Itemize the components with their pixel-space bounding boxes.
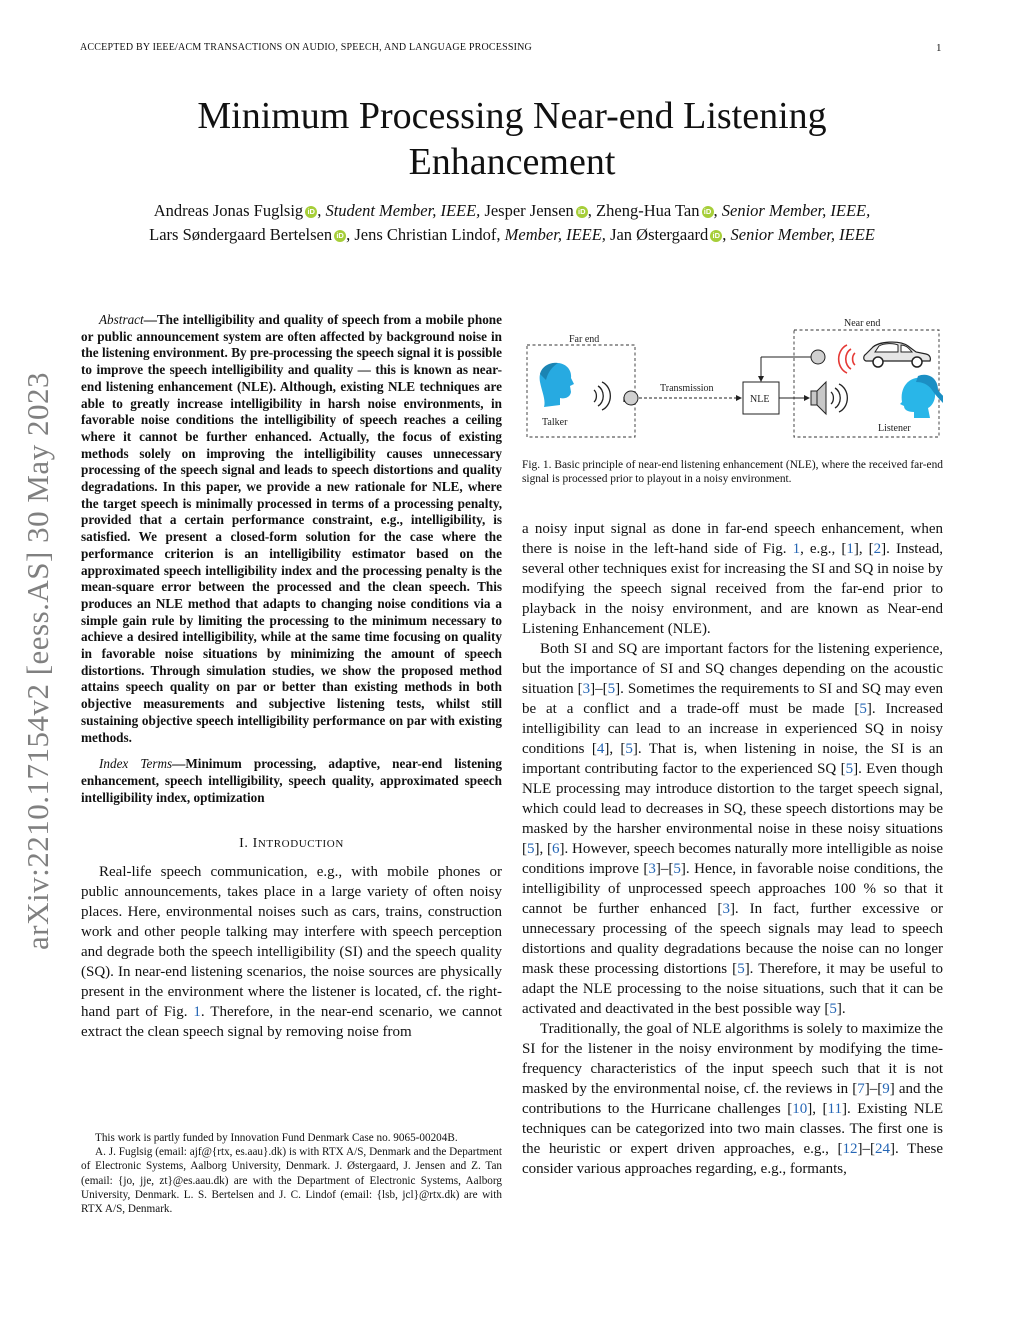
text-run: Real-life speech communication, e.g., with mobile phones or public announcements, takes place in a large variety of often noisy places. Here, environmental noises such as cars, trains, construction work and other people talking may interfere with speech perception and degrade both the speech intelligibility (SI) and the speech quality (SQ). In near-end listening scenarios, the noise sources are physically present in the environment where the listener is located, cf. the right-hand part of Fig. (81, 864, 502, 1021)
citation-link[interactable]: 5 (859, 700, 867, 717)
text-run: ]–[ (590, 680, 608, 697)
text-run: ]–[ (864, 1080, 883, 1097)
car-icon (864, 342, 931, 367)
citation-link[interactable]: 5 (829, 1000, 837, 1017)
arxiv-identifier[interactable]: arXiv:2210.17154v2 [eess.AS] 30 May 2023 (20, 372, 55, 950)
noise-waves-icon (839, 345, 855, 373)
author-name: Lars Søndergaard Bertelsen (149, 225, 333, 244)
talker-sound-waves (594, 382, 610, 410)
text-run: . Therefore, in the near-end scenario, we cannot extract the clean speech signal by removing noise from (81, 1004, 503, 1041)
talker-label: Talker (542, 417, 568, 428)
footnote-affiliations: A. J. Fuglsig (email: ajf@{rtx, es.aau}.dk) is with RTX A/S, Denmark and the Department of Electronic Systems, Aalborg University, Denmark. J. Østergaard, J. Jensen and Z. Tan (email: {jo, jje, zt}@es.aau.dk) are with the Department of Electronic Systems, Aalborg University, Denmark. L. S. Bertelsen and J. C. Lindof (email: {lsb, jcl}@rtx.dk) are with RTX A/S, Denmark. (81, 1146, 502, 1216)
section-numeral: I. I (239, 836, 258, 852)
author-name: Andreas Jonas Fuglsig (153, 201, 304, 220)
near-end-microphone-icon (758, 350, 825, 382)
near-end-label: Near end (844, 318, 881, 329)
author-membership: Senior Member, IEEE, (721, 201, 871, 220)
index-terms (81, 756, 502, 806)
nle-diagram (522, 312, 943, 444)
author-name: Jens Christian Lindof, (354, 225, 501, 244)
text-run: so that it cannot be further enhanced [ (522, 880, 943, 917)
text-run: ]. However, speech becomes naturally more intelligible as noise conditions improve [ (522, 840, 943, 877)
citation-link[interactable]: 11 (827, 1100, 842, 1117)
author-name: Jesper Jensen (484, 201, 574, 220)
orcid-icon[interactable]: iD (334, 230, 346, 242)
left-column (81, 312, 502, 1042)
text-run: ], [ (534, 840, 552, 857)
text-run: ]. Instead, several other techniques exist for increasing the SI and SQ in noise by modifying the speech signal received from the far-end prior to playback in the noisy environment, and are known as Near-end Listening Enhancement (NLE). (522, 540, 944, 637)
abstract (81, 312, 502, 746)
transmission-label: Transmission (660, 383, 714, 394)
text-run: ]–[ (655, 860, 674, 877)
index-terms-label: Index Terms (99, 756, 173, 772)
far-end-microphone-icon (624, 391, 638, 405)
author-line-1: Andreas Jonas Fuglsig iD , Student Member, IEEE, Jesper Jensen iD , Zheng-Hua Tan iD , Senior Member, IEEE, (153, 201, 871, 220)
running-head: ACCEPTED BY IEEE/ACM TRANSACTIONS ON AUDIO, SPEECH, AND LANGUAGE PROCESSING (80, 42, 532, 53)
citation-link[interactable]: 24 (875, 1140, 891, 1157)
text-run: Traditionally, the goal of NLE algorithms is solely to maximize the SI for the listener in the noisy environment by modifying the time-frequency characteristics of the input speech such that it is not masked by the environmental noise, cf. the reviews in [ (522, 1020, 943, 1097)
abstract-text: —The intelligibility and quality of speech from a mobile phone or public announcement system are often affected by background noise in the listening environment. By pre-processing the speech signal it is possible to improve the speech intelligibility and quality — this is known as near-end listening enhancement (NLE). Although, existing NLE techniques are able to greatly increase intelligibility in harsh noise environments, in favorable noise conditions the intelligibility of speech reaches a ceiling where it cannot be further enhanced. Actually, the focus of existing methods solely on improving the intelligibility causes unnecessary processing of the speech signal and leads to speech distortions and quality degradations. In this paper, we provide a new rationale for NLE, where the target speech is minimally processed in terms of a processing penalty, provided that a certain performance constraint, e.g., intelligibility, is satisfied. We present a closed-form solution for the case where the performance criterion is an intelligibility estimator based on the approximated speech intelligibility index and the processing penalty is the mean-square error between the processed and the clean speech. This produces an NLE method that adapts to changing noise conditions via a simple gain rule by limiting the processing to the minimum necessary to achieve a desired intelligibility, while at the same time focusing on quality in favorable noise situations by minimizing the amount of speech distortions. Through simulation studies, we show the proposed method attains speech quality on par or better than existing methods in both objective measurements and subjective listening tests, whilst still sustaining objective speech intelligibility performance on par with existing methods. (81, 312, 502, 745)
text-run: ]. Even though NLE processing may introduce distortion to the target speech signal, which could lead to decreases in SQ, these speech distortions may be masked by the harsher environmental noise in these noisy situations [ (522, 760, 944, 857)
author-membership: Student Member, IEEE, (325, 201, 481, 220)
figure-caption: Fig. 1. Basic principle of near-end listening enhancement (NLE), where the received far-end signal is processed prior to playout in a noisy environment. (522, 459, 943, 486)
abstract-label: Abstract (99, 312, 144, 327)
page-number: 1 (936, 42, 942, 54)
text-run: ], [ (807, 1100, 828, 1117)
orcid-icon[interactable]: iD (305, 206, 317, 218)
orcid-icon[interactable]: iD (702, 206, 714, 218)
section-heading-introduction (81, 836, 502, 852)
orcid-icon[interactable]: iD (710, 230, 722, 242)
orcid-icon[interactable]: iD (576, 206, 588, 218)
section-title: NTRODUCTION (257, 838, 344, 851)
citation-link[interactable]: 10 (792, 1100, 808, 1117)
right-column (522, 312, 943, 1179)
citation-link[interactable]: 3 (722, 900, 730, 917)
author-name: Jan Østergaard (610, 225, 709, 244)
citation-link[interactable]: 5 (527, 840, 535, 857)
text-run: ]. Therefore, it may be useful to adapt the NLE processing to the noise situations, such that it can be activated and deactivated in the best possible way [ (522, 960, 943, 1017)
loudspeaker-sound-waves (831, 384, 847, 412)
listener-label: Listener (878, 423, 911, 434)
far-end-label: Far end (569, 334, 600, 345)
footnote-funding: This work is partly funded by Innovation Fund Denmark Case no. 9065-00204B. (95, 1132, 458, 1144)
citation-link[interactable]: 7 (857, 1080, 865, 1097)
paper-title (0, 93, 1024, 185)
title-line-1: Minimum Processing Near-end Listening (197, 95, 827, 137)
figure-ref-link[interactable]: 1 (193, 1004, 201, 1021)
title-line-2: Enhancement (408, 141, 616, 183)
text-run: ]–[ (857, 1140, 876, 1157)
citation-link[interactable]: 5 (673, 860, 681, 877)
citation-link[interactable]: 5 (607, 680, 616, 697)
author-name: Zheng-Hua Tan (596, 201, 700, 220)
text-run: ], [ (853, 540, 874, 557)
percent-value: 100 % (833, 880, 876, 897)
text-run: ] and the contributions to the Hurricane challenges [ (522, 1080, 943, 1117)
text-run: ]. In fact, further excessive or unnecessary processing of the speech signals may lead to speech distortions and quality degradations because the noise can no longer mask these processing distortions [ (522, 900, 944, 977)
citation-link[interactable]: 4 (596, 740, 605, 757)
citation-link[interactable]: 2 (873, 540, 882, 557)
author-list (0, 199, 1024, 247)
text-run: a noisy input signal as done in far-end speech enhancement, when there is noise in the left-hand side of Fig. (522, 520, 943, 557)
nle-label: NLE (750, 394, 770, 405)
right-paragraph-2 (522, 639, 943, 1019)
talker-icon (540, 363, 574, 407)
right-paragraph-3 (522, 1019, 943, 1179)
citation-link[interactable]: 1 (792, 540, 801, 557)
footnotes (81, 1131, 502, 1216)
author-line-2: Lars Søndergaard Bertelsen iD , Jens Christian Lindof, Member, IEEE, Jan Østergaard iD , Senior Member, IEEE (149, 225, 875, 244)
loudspeaker-icon (811, 382, 826, 414)
text-run: , e.g., [ (800, 540, 847, 557)
author-membership: Member, IEEE, (504, 225, 606, 244)
text-run: ]. Existing NLE techniques can be categorized into two main classes. The first one is the heuristic or expert driven approaches, e.g., [ (522, 1100, 944, 1157)
text-run: Both SI and SQ are important factors for the listening experience, but the importance of SI and SQ changes depending on the acoustic situation [ (522, 640, 943, 697)
citation-link[interactable]: 6 (552, 840, 560, 857)
text-run: ]. Sometimes the requirements to SI and SQ may even be at a conflict and a trade-off must be made [ (522, 680, 943, 717)
index-terms-text: —Minimum processing, adaptive, near-end listening enhancement, speech intelligibility, speech quality, approximated speech intelligibility index, optimization (81, 756, 502, 805)
citation-link[interactable]: 9 (882, 1080, 890, 1097)
intro-paragraph (81, 862, 502, 1042)
right-paragraph-1 (522, 519, 943, 639)
citation-link[interactable]: 5 (625, 740, 633, 757)
author-membership: Senior Member, IEEE (730, 225, 875, 244)
citation-link[interactable]: 3 (648, 860, 656, 877)
citation-link[interactable]: 1 (846, 540, 854, 557)
text-run: ]. That is, when listening in noise, the SI is an important contributing factor to the experienced SQ [ (522, 740, 943, 777)
text-run: ]. Hence, in favorable noise conditions, the intelligibility of unprocessed speech approaches (522, 860, 943, 897)
citation-link[interactable]: 3 (582, 680, 591, 697)
text-run: ]. (836, 1000, 846, 1017)
citation-link[interactable]: 12 (842, 1140, 858, 1157)
text-run: ], [ (604, 740, 626, 757)
citation-link[interactable]: 5 (845, 760, 854, 777)
citation-link[interactable]: 5 (737, 960, 745, 977)
listener-icon (900, 375, 943, 418)
text-run: ]. Increased intelligibility can lead to an increase in experienced SQ in noisy conditions [ (522, 700, 943, 757)
text-run: ]. These consider various approaches regarding, e.g., formants, (522, 1140, 944, 1177)
figure-1 (522, 312, 943, 444)
